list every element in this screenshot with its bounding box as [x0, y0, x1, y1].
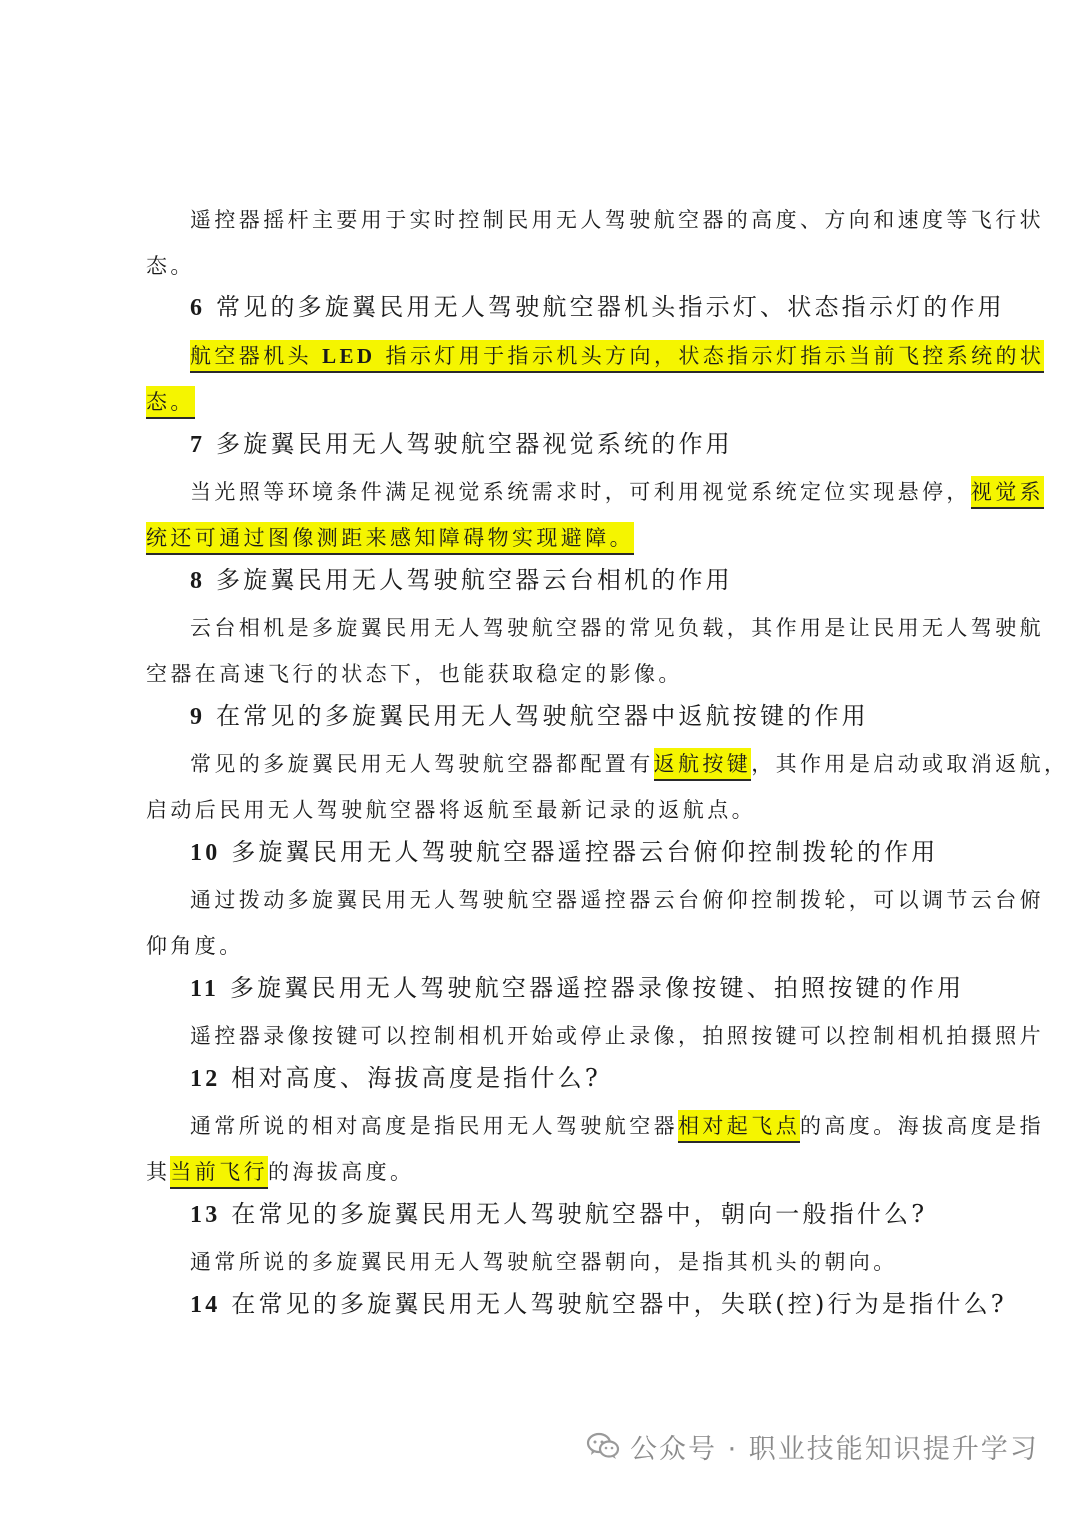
- highlighted-text: 统还可通过图像测距来感知障碍物实现避障。: [146, 522, 634, 555]
- text: 遥控器录像按键可以控制相机开始或停止录像，拍照按键可以控制相机拍摄照片: [190, 1024, 1044, 1048]
- paragraph-line: [190, 204, 1044, 234]
- text: 态。: [146, 254, 195, 278]
- heading-number: 7: [190, 432, 206, 458]
- wechat-icon: [586, 1431, 620, 1461]
- highlighted-text: [190, 340, 1044, 373]
- text: 空器在高速飞行的状态下，也能获取稳定的影像。: [146, 662, 683, 686]
- highlighted-text: 视觉系: [971, 476, 1044, 509]
- paragraph-line: [190, 340, 1044, 370]
- heading-text: 多旋翼民用无人驾驶航空器视觉系统的作用: [216, 430, 733, 458]
- highlighted-text: 相对起飞点: [678, 1110, 800, 1143]
- heading-10: [190, 832, 938, 867]
- paragraph-line: [146, 930, 244, 960]
- heading-number: 9: [190, 704, 206, 730]
- text: 指示灯用于指示机头方向，状态指示灯指示当前飞控系统的状: [375, 344, 1045, 368]
- text: LED: [322, 344, 376, 368]
- text: 通过拨动多旋翼民用无人驾驶航空器遥控器云台俯仰控制拨轮，可以调节云台俯: [190, 888, 1044, 912]
- paragraph-line: [190, 1110, 1044, 1140]
- paragraph-line: [146, 386, 195, 416]
- text: ，其作用是启动或取消返航，: [751, 752, 1069, 776]
- text: 航空器机头: [190, 344, 323, 368]
- text: 通常所说的多旋翼民用无人驾驶航空器朝向，是指其机头的朝向。: [190, 1250, 898, 1274]
- text: 的高度。海拔高度是指: [800, 1114, 1044, 1138]
- text: 云台相机是多旋翼民用无人驾驶航空器的常见负载，其作用是让民用无人驾驶航: [190, 616, 1044, 640]
- heading-13: [190, 1194, 927, 1229]
- paragraph-line: [190, 1246, 898, 1276]
- paragraph-line: [190, 1020, 1044, 1050]
- highlighted-text: 当前飞行: [170, 1156, 268, 1189]
- heading-text: 在常见的多旋翼民用无人驾驶航空器中返航按键的作用: [216, 702, 869, 730]
- text: 的海拔高度。: [268, 1160, 415, 1184]
- heading-8: [190, 560, 733, 595]
- paragraph-line: [190, 748, 1068, 778]
- heading-text: 在常见的多旋翼民用无人驾驶航空器中，失联(控)行为是指什么?: [231, 1290, 1007, 1318]
- heading-text: 多旋翼民用无人驾驶航空器云台相机的作用: [216, 566, 733, 594]
- heading-text: 相对高度、海拔高度是指什么?: [231, 1064, 601, 1092]
- paragraph-line: [146, 522, 634, 552]
- paragraph-line: [190, 612, 1044, 642]
- heading-text: 在常见的多旋翼民用无人驾驶航空器中，朝向一般指什么?: [231, 1200, 928, 1228]
- highlighted-text: 态。: [146, 386, 195, 419]
- heading-12: [190, 1058, 601, 1093]
- watermark-footer: [586, 1426, 1039, 1466]
- heading-number: 11: [190, 976, 220, 1002]
- paragraph-line: [146, 1156, 414, 1186]
- heading-9: [190, 696, 869, 731]
- heading-number: 6: [190, 295, 206, 321]
- heading-number: 8: [190, 568, 206, 594]
- text: 仰角度。: [146, 934, 244, 958]
- text: 通常所说的相对高度是指民用无人驾驶航空器: [190, 1114, 678, 1138]
- heading-text: 常见的多旋翼民用无人驾驶航空器机头指示灯、状态指示灯的作用: [216, 293, 1005, 321]
- paragraph-line: [190, 884, 1044, 914]
- paragraph-line: [146, 658, 683, 688]
- text: 当光照等环境条件满足视觉系统需求时，可利用视觉系统定位实现悬停，: [190, 480, 971, 504]
- heading-14: [190, 1284, 1007, 1319]
- heading-6: [190, 287, 1005, 322]
- heading-number: 14: [190, 1292, 221, 1318]
- text: 其: [146, 1160, 171, 1184]
- heading-7: [190, 424, 733, 459]
- text: 启动后民用无人驾驶航空器将返航至最新记录的返航点。: [146, 798, 756, 822]
- footer-text: 公众号 · 职业技能知识提升学习: [630, 1433, 1039, 1465]
- heading-number: 10: [190, 840, 221, 866]
- heading-11: [190, 968, 964, 1003]
- text: 常见的多旋翼民用无人驾驶航空器都配置有: [190, 752, 654, 776]
- paragraph-line: [146, 794, 756, 824]
- paragraph-line: [146, 250, 195, 280]
- heading-text: 多旋翼民用无人驾驶航空器遥控器录像按键、拍照按键的作用: [229, 974, 965, 1002]
- highlighted-text: 返航按键: [654, 748, 752, 781]
- heading-text: 多旋翼民用无人驾驶航空器遥控器云台俯仰控制拨轮的作用: [231, 838, 939, 866]
- heading-number: 12: [190, 1066, 221, 1092]
- text: 遥控器摇杆主要用于实时控制民用无人驾驶航空器的高度、方向和速度等飞行状: [190, 208, 1044, 232]
- paragraph-line: [190, 476, 1044, 506]
- heading-number: 13: [190, 1202, 221, 1228]
